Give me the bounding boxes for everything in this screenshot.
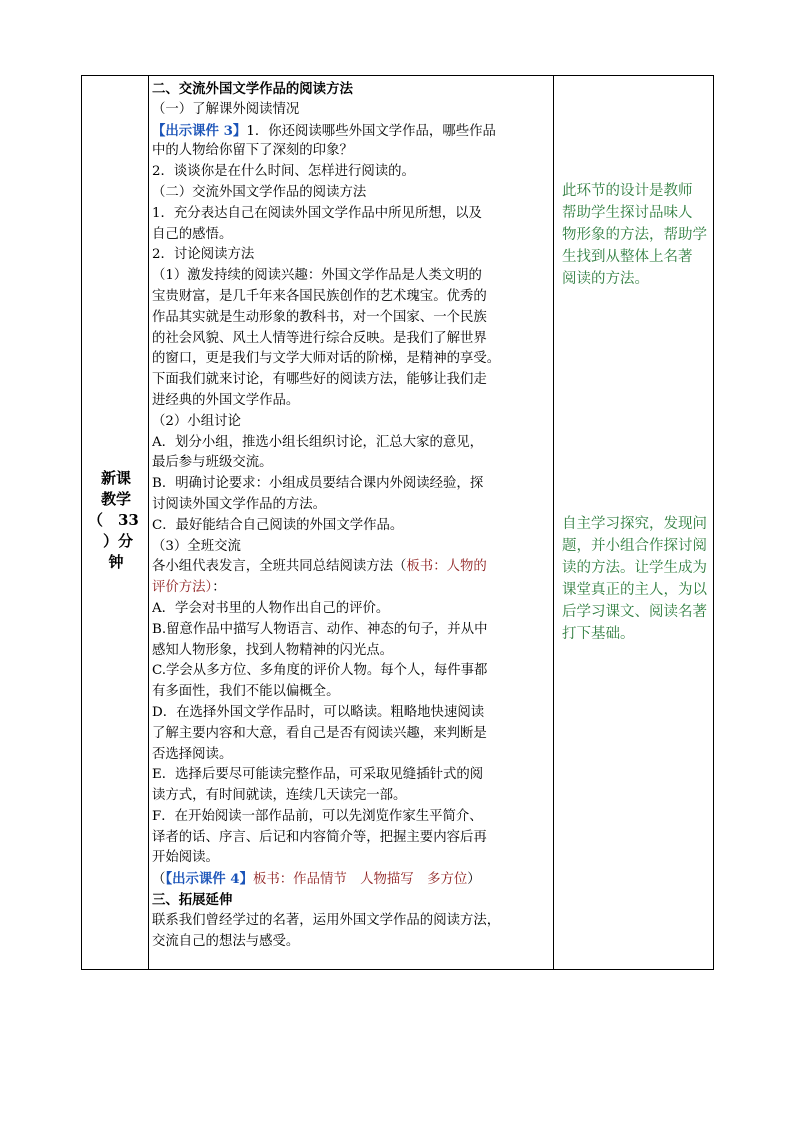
- subsection-heading: （二）交流外国文学作品的阅读方法: [152, 184, 367, 200]
- text-line: 有多面性，我们不能以偏概全。: [152, 684, 340, 700]
- text-line: B.留意作品中描写人物语言、动作、神态的句子，并从中: [152, 621, 488, 637]
- text-line: A．学会对书里的人物作出自己的评价。: [152, 600, 390, 616]
- text-line: 讨阅读外国文学作品的方法。: [152, 496, 327, 512]
- text-span: ）: [467, 872, 481, 888]
- note-line: 阅读的方法。: [562, 271, 649, 287]
- note-line: 课堂真正的主人，为以: [562, 582, 707, 598]
- note-line: 物形象的方法，帮助学: [562, 227, 707, 243]
- section-title-3: 三、拓展延伸: [152, 892, 233, 909]
- text-line: C．最好能结合自己阅读的外国文学作品。: [152, 517, 404, 533]
- text-line: [152, 121, 552, 142]
- text-line: 2．讨论阅读方法: [152, 247, 255, 263]
- board-note: 板书：人物的: [406, 559, 487, 575]
- column-divider-1: [148, 76, 149, 969]
- text-line: 否选择阅读。: [152, 746, 233, 762]
- text-line: 1．充分表达自己在阅读外国文学作品中所见所想，以及: [152, 205, 482, 221]
- text-line: 的窗口，更是我们与文学大师对话的阶梯，是精神的享受。: [152, 351, 501, 367]
- note-line: 题，并小组合作探讨阅: [562, 538, 707, 554]
- text-span: ：: [212, 580, 226, 596]
- text-line: 最后参与班级交流。: [152, 455, 273, 471]
- stage-label: [88, 468, 144, 573]
- text-span: （: [152, 872, 166, 888]
- text-line: F．在开始阅读一部作品前，可以先浏览作家生平简介、: [152, 808, 483, 824]
- stage-label-line: 新课: [100, 469, 131, 487]
- text-line: [152, 557, 552, 578]
- text-line: C.学会从多方位、多角度的评价人物。每个人，每件事都: [152, 663, 488, 679]
- text-line: （1）激发持续的阅读兴趣：外国文学作品是人类文明的: [152, 268, 482, 284]
- courseware-tag: 【出示课件 4】: [165, 871, 254, 888]
- text-line: 了解主要内容和大意，看自己是否有阅读兴趣，来判断是: [152, 725, 487, 741]
- courseware-tag: 【出示课件 3】: [152, 122, 247, 139]
- note-line: 打下基础。: [562, 626, 635, 642]
- text-line: 中的人物给你留下了深刻的印象？: [152, 143, 353, 159]
- text-line: 下面我们就来讨论，有哪些好的阅读方法，能够让我们走: [152, 372, 487, 388]
- note-line: 此环节的设计是教师: [562, 183, 693, 199]
- stage-label-line: ）分: [88, 532, 134, 550]
- text-line: A．划分小组，推选小组长组织讨论，汇总大家的意见，: [152, 434, 484, 450]
- text-line: 宝贵财富，是几千年来各国民族创作的艺术瑰宝。优秀的: [152, 288, 487, 304]
- text-line: 联系我们曾经学过的名著，运用外国文学作品的阅读方法，: [152, 912, 501, 928]
- text-line: 交流自己的想法与感受。: [152, 933, 300, 949]
- stage-label-line: 钟: [108, 553, 124, 571]
- text-line: [152, 578, 552, 599]
- design-note-2: [562, 513, 712, 645]
- lesson-plan-table: [81, 75, 714, 970]
- text-line: D．在选择外国文学作品时，可以略读。粗略地快速阅读: [152, 704, 485, 720]
- stage-label-line: 教学: [100, 490, 131, 508]
- design-note-1: [562, 180, 712, 290]
- text-line: （3）全班交流: [152, 538, 241, 554]
- text-line: E．选择后要尽可能读完整作品，可采取见缝插针式的阅: [152, 767, 484, 783]
- text-line: 自己的感悟。: [152, 226, 233, 242]
- note-line: 生找到从整体上名著: [562, 249, 693, 265]
- text-line: 进经典的外国文学作品。: [152, 392, 300, 408]
- section-title-2: 二、交流外国文学作品的阅读方法: [152, 81, 353, 97]
- note-line: 后学习课文、阅读名著: [562, 604, 707, 620]
- stage-label-line: （ 33: [88, 511, 139, 529]
- text-line: （2）小组讨论: [152, 413, 241, 429]
- stage-label-cell: [82, 76, 148, 969]
- note-line: 读的方法。让学生成为: [562, 560, 707, 576]
- text-span: 1．你还阅读哪些外国文学作品，哪些作品: [246, 123, 496, 139]
- text-line: 感知人物形象，找到人物精神的闪光点。: [152, 642, 394, 658]
- text-span: 各小组代表发言，全班共同总结阅读方法（: [152, 559, 407, 575]
- board-note: 板书：作品情节 人物描写 多方位: [253, 872, 468, 888]
- text-line: B．明确讨论要求：小组成员要结合课内外阅读经验，探: [152, 476, 484, 492]
- note-line: 自主学习探究，发现问: [562, 516, 707, 532]
- column-divider-2: [553, 76, 554, 969]
- note-line: 帮助学生探讨品味人: [562, 205, 693, 221]
- text-line: 读方式，有时间就读，连续几天读完一部。: [152, 788, 407, 804]
- text-line: 2．谈谈你是在什么时间、怎样进行阅读的。: [152, 164, 415, 180]
- text-line: 译者的话、序言、后记和内容简介等，把握主要内容后再: [152, 829, 487, 845]
- text-line: 作品其实就是生动形象的教科书，对一个国家、一个民族: [152, 309, 487, 325]
- text-line: 开始阅读。: [152, 850, 219, 866]
- subsection-heading: （一）了解课外阅读情况: [152, 101, 300, 117]
- text-line: [152, 869, 552, 890]
- teaching-content-cell: [152, 79, 552, 952]
- board-note: 评价方法）: [152, 580, 213, 596]
- text-line: 的社会风貌、风土人情等进行综合反映。是我们了解世界: [152, 330, 487, 346]
